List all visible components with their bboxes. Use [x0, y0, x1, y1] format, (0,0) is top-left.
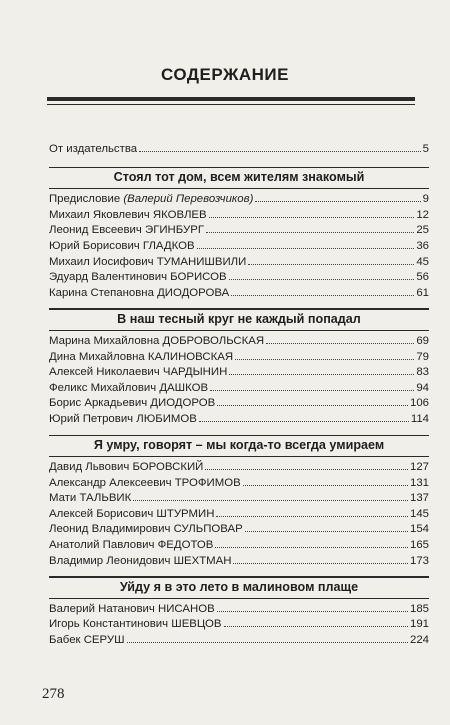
dot-leader — [133, 491, 408, 501]
dot-leader — [197, 239, 415, 249]
dot-leader — [215, 538, 408, 548]
dot-leader — [205, 460, 408, 470]
toc-entry-name: Леонид Евсеевич ЭГИНБУРГ — [49, 224, 204, 237]
toc-entry-page: 224 — [409, 634, 429, 647]
toc-entry — [49, 223, 429, 239]
toc-entry-note: (Валерий Перевозчиков) — [123, 193, 254, 206]
toc-entry-page: 5 — [422, 143, 429, 155]
section-rule — [49, 188, 429, 189]
toc-entry-page: 114 — [410, 412, 429, 425]
dot-leader — [255, 192, 420, 202]
section-title: Стоял тот дом, всем жителям знакомый — [113, 169, 365, 184]
toc-entry-page: 137 — [409, 492, 429, 505]
dot-leader — [229, 270, 415, 280]
dot-leader — [206, 223, 414, 233]
toc-entry-page: 61 — [416, 286, 429, 299]
toc-entry — [49, 491, 429, 507]
toc-entry-name: Марина Михайловна ДОБРОВОЛЬСКАЯ — [49, 334, 265, 347]
toc-entry — [49, 286, 429, 302]
toc-entry — [49, 554, 429, 570]
toc-entry-page: 25 — [416, 224, 429, 237]
toc-entry-page: 154 — [409, 523, 429, 536]
section-title: В наш тесный круг не каждый попадал — [117, 311, 361, 326]
toc-entry — [49, 270, 429, 286]
toc-entry — [49, 617, 429, 633]
toc-entry-page: 94 — [416, 381, 429, 394]
toc-entry-page: 173 — [409, 554, 429, 567]
toc-entry — [49, 476, 429, 492]
dot-leader — [217, 602, 408, 612]
toc-entry — [49, 396, 429, 412]
toc-entry-page: 106 — [409, 397, 429, 410]
section-title: Я умру, говорят – мы когда-то всегда умираем — [93, 437, 385, 452]
toc-entry — [49, 334, 429, 350]
dot-leader — [235, 350, 414, 360]
toc-entry-name: Алексей Борисович ШТУРМИН — [49, 507, 215, 520]
toc-entry-page: 127 — [409, 461, 429, 474]
toc-entry-name: Борис Аркадьевич ДИОДОРОВ — [49, 397, 216, 410]
toc-entry-page: 83 — [416, 366, 429, 379]
section-rule — [49, 598, 429, 599]
toc-entry — [49, 381, 429, 397]
dot-leader — [233, 554, 408, 564]
toc-entry — [49, 460, 429, 476]
toc-entry-page: 12 — [416, 208, 429, 221]
section-title: Уйду я в это лето в малиновом плаще — [119, 579, 359, 594]
toc-entry-name: Предисловие — [49, 193, 121, 206]
toc-entry-page: 185 — [409, 602, 429, 615]
dot-leader — [231, 286, 414, 296]
toc-entry-name: Михаил Яковлевич ЯКОВЛЕВ — [49, 208, 207, 221]
toc-entry-name: Карина Степановна ДИОДОРОВА — [49, 286, 230, 299]
toc-entry — [49, 507, 429, 523]
toc-entry — [49, 208, 429, 224]
toc-entry-name: Алексей Николаевич ЧАРДЫНИН — [49, 366, 228, 379]
dot-leader — [217, 396, 408, 406]
toc-section — [49, 576, 429, 599]
title-rule-thick — [47, 97, 415, 101]
toc-entry — [49, 538, 429, 554]
title-rule-thin — [47, 104, 415, 105]
dot-leader — [209, 208, 415, 218]
toc-entry-name: Игорь Константинович ШЕВЦОВ — [49, 618, 222, 631]
dot-leader — [216, 507, 408, 517]
toc-entry-name: Давид Львович БОРОВСКИЙ — [49, 461, 204, 474]
toc-entry — [49, 365, 429, 381]
toc-entry-page: 9 — [422, 193, 429, 206]
toc-entry-page: 56 — [416, 271, 429, 284]
toc-entry-page: 79 — [416, 350, 429, 363]
page-number: 278 — [42, 686, 65, 702]
toc-entry-name: Дина Михайловна КАЛИНОВСКАЯ — [49, 350, 234, 363]
toc-entry-name: Анатолий Павлович ФЕДОТОВ — [49, 539, 214, 552]
toc-entry-name: Бабек СЕРУШ — [49, 634, 125, 647]
toc-entry — [49, 602, 429, 618]
toc-entry-page: 191 — [409, 618, 429, 631]
toc-entry-page: 165 — [409, 539, 429, 552]
toc-entry-name: Владимир Леонидович ШЕХТМАН — [49, 554, 232, 567]
dot-leader — [248, 255, 414, 265]
toc-entry — [49, 412, 429, 428]
dot-leader — [139, 142, 421, 152]
toc-entry-name: Юрий Борисович ГЛАДКОВ — [49, 239, 195, 252]
toc-section — [49, 308, 429, 331]
toc-entry-intro — [49, 142, 429, 158]
dot-leader — [266, 334, 414, 344]
dot-leader — [210, 381, 414, 391]
table-of-contents — [49, 142, 429, 649]
toc-section — [49, 167, 429, 190]
toc-entry-name: Михаил Иосифович ТУМАНИШВИЛИ — [49, 255, 247, 268]
toc-entry-page: 69 — [416, 334, 429, 347]
page-title: СОДЕРЖАНИЕ — [161, 65, 289, 84]
toc-entry-name: Валерий Натанович НИСАНОВ — [49, 602, 215, 615]
toc-entry-page: 36 — [416, 239, 429, 252]
toc-entry — [49, 255, 429, 271]
dot-leader — [245, 522, 408, 532]
toc-entry-name: Мати ТАЛЬВИК — [49, 492, 132, 505]
toc-entry-name: Феликс Михайлович ДАШКОВ — [49, 381, 209, 394]
toc-entry — [49, 633, 429, 649]
dot-leader — [229, 365, 414, 375]
toc-entry-name: От издательства — [49, 143, 138, 155]
toc-entry-page: 131 — [409, 476, 429, 489]
dot-leader — [127, 633, 408, 643]
toc-entry — [49, 239, 429, 255]
toc-entry-name: Александр Алексеевич ТРОФИМОВ — [49, 476, 241, 489]
dot-leader — [199, 412, 409, 422]
toc-entry-page: 145 — [409, 507, 429, 520]
toc-entry — [49, 522, 429, 538]
section-rule — [49, 330, 429, 331]
toc-section — [49, 435, 429, 458]
dot-leader — [224, 617, 408, 627]
dot-leader — [243, 476, 408, 486]
toc-entry — [49, 350, 429, 366]
toc-entry-name: Эдуард Валентинович БОРИСОВ — [49, 271, 227, 284]
toc-entry-name: Юрий Петрович ЛЮБИМОВ — [49, 412, 197, 425]
toc-entry-name: Леонид Владимирович СУЛЬПОВАР — [49, 523, 243, 536]
section-rule — [49, 456, 429, 457]
toc-entry-page: 45 — [416, 255, 429, 268]
toc-entry — [49, 192, 429, 208]
